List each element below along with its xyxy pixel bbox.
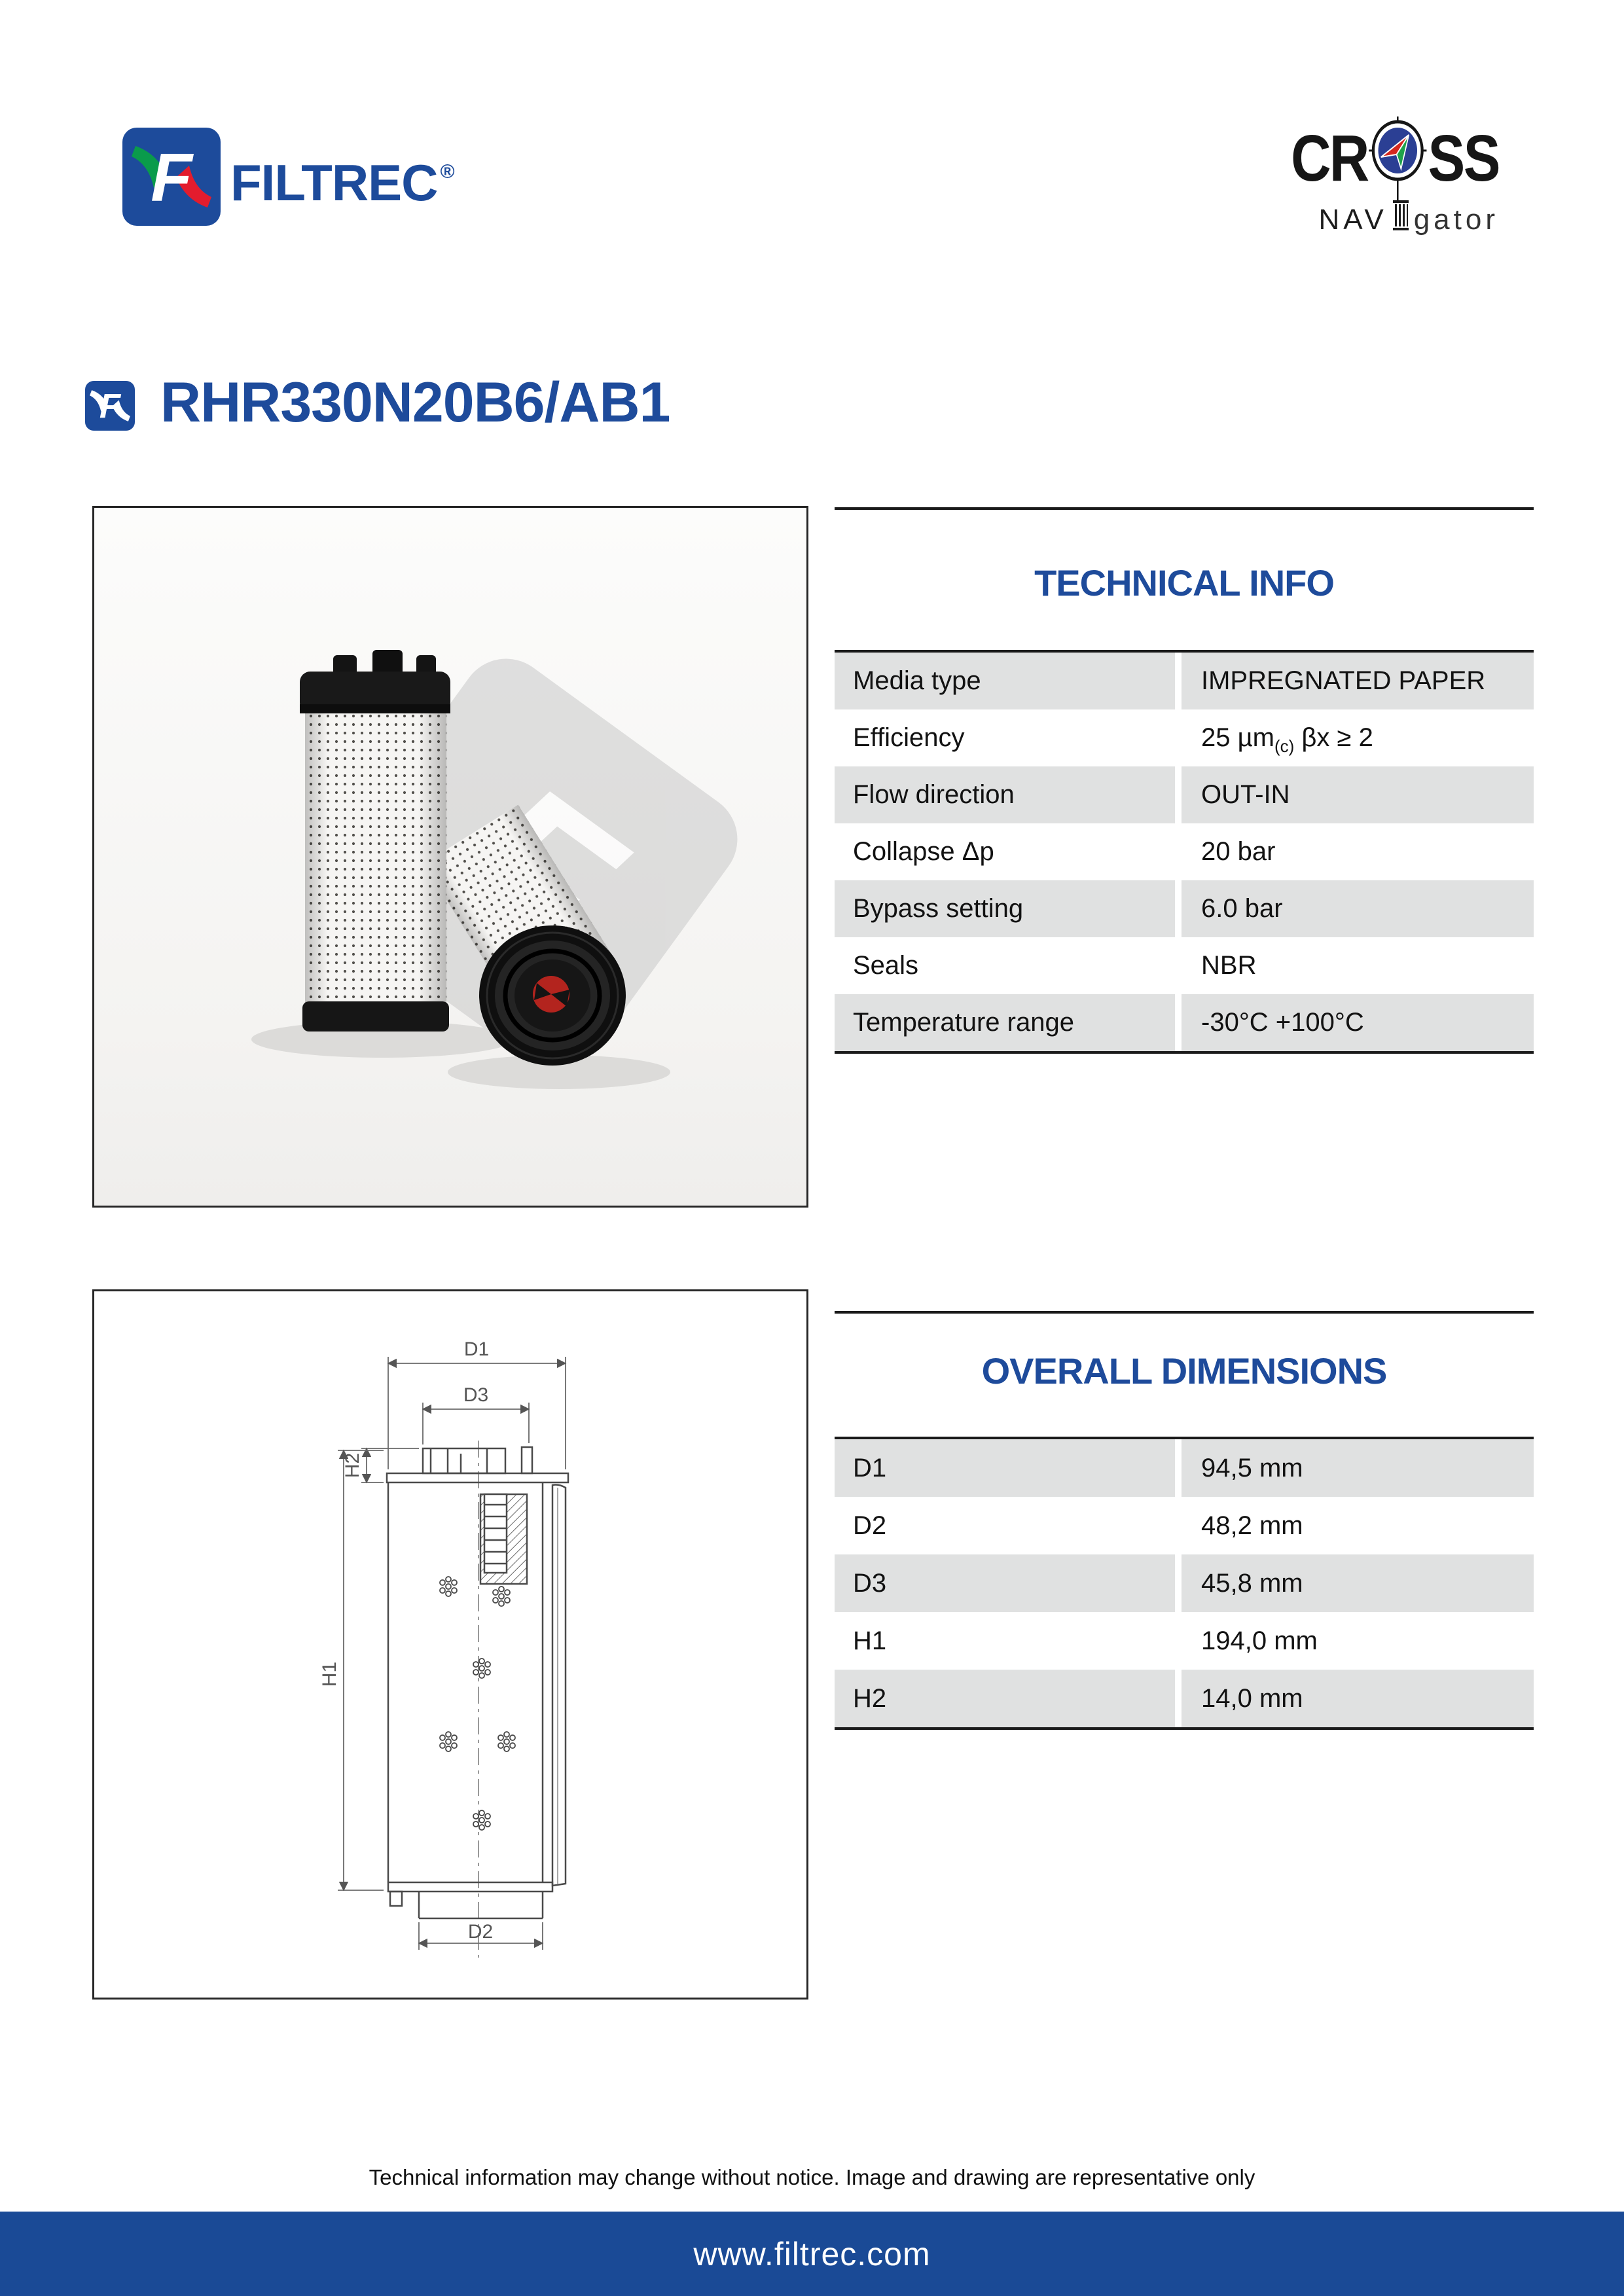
table-row bbox=[835, 1670, 1534, 1727]
row-label: D3 bbox=[835, 1554, 1182, 1612]
filtrec-wordmark bbox=[230, 153, 455, 213]
dimensions-table bbox=[835, 1437, 1534, 1730]
product-image-box bbox=[92, 506, 808, 1208]
dim-label-d3: D3 bbox=[463, 1384, 489, 1406]
table-row bbox=[835, 1554, 1534, 1612]
dimensions-title: OVERALL DIMENSIONS bbox=[981, 1350, 1387, 1391]
cross-logo-gator: gator bbox=[1413, 204, 1499, 236]
cross-logo-ss: SS bbox=[1428, 121, 1499, 195]
tech-info-title: TECHNICAL INFO bbox=[1034, 562, 1334, 603]
row-value: 48,2 mm bbox=[1182, 1497, 1534, 1554]
efficiency-beta: βx ≥ 2 bbox=[1294, 723, 1373, 752]
tech-info-divider bbox=[835, 507, 1534, 510]
row-label: Temperature range bbox=[835, 994, 1182, 1051]
table-row bbox=[835, 1497, 1534, 1554]
table-row bbox=[835, 937, 1534, 994]
row-label: Bypass setting bbox=[835, 880, 1182, 937]
technical-drawing-box bbox=[92, 1289, 808, 2000]
table-row bbox=[835, 994, 1534, 1051]
row-value: 20 bar bbox=[1182, 823, 1534, 880]
cross-logo-line2 bbox=[1318, 196, 1499, 236]
row-label: Media type bbox=[835, 653, 1182, 709]
row-value: 45,8 mm bbox=[1182, 1554, 1534, 1612]
row-value: -30°C +100°C bbox=[1182, 994, 1534, 1051]
table-row bbox=[835, 653, 1534, 709]
table-row bbox=[835, 1612, 1534, 1670]
cross-logo-nav: NAV bbox=[1318, 204, 1388, 236]
row-label: Efficiency bbox=[835, 709, 1182, 766]
dim-label-h1: H1 bbox=[319, 1661, 340, 1687]
footer-note: Technical information may change without notice. Image and drawing are representative only bbox=[369, 2165, 1255, 2189]
row-label: Seals bbox=[835, 937, 1182, 994]
row-value: NBR bbox=[1182, 937, 1534, 994]
row-label: D2 bbox=[835, 1497, 1182, 1554]
row-value: 94,5 mm bbox=[1182, 1439, 1534, 1497]
page-title: RHR330N20B6/AB1 bbox=[160, 371, 670, 434]
cross-navigator-logo bbox=[1254, 117, 1499, 236]
row-label: Collapse Δp bbox=[835, 823, 1182, 880]
column-icon bbox=[1392, 200, 1410, 233]
technical-drawing bbox=[94, 1291, 806, 1998]
cross-logo-line1 bbox=[1291, 117, 1499, 200]
row-value bbox=[1182, 709, 1534, 766]
part-number-icon bbox=[85, 381, 135, 431]
dim-label-d2: D2 bbox=[467, 1921, 494, 1943]
row-label: H1 bbox=[835, 1612, 1182, 1670]
row-value: IMPREGNATED PAPER bbox=[1182, 653, 1534, 709]
dimensions-divider bbox=[835, 1311, 1534, 1314]
efficiency-value: 25 µm bbox=[1201, 723, 1274, 752]
filtrec-logo-icon bbox=[122, 128, 221, 226]
row-label: Flow direction bbox=[835, 766, 1182, 823]
footer-bar bbox=[0, 2212, 1624, 2296]
row-label: D1 bbox=[835, 1439, 1182, 1497]
product-render bbox=[94, 508, 806, 1206]
brand-name: FILTREC bbox=[230, 154, 438, 211]
row-value: 14,0 mm bbox=[1182, 1670, 1534, 1727]
table-row bbox=[835, 1439, 1534, 1497]
row-value: 194,0 mm bbox=[1182, 1612, 1534, 1670]
row-label: H2 bbox=[835, 1670, 1182, 1727]
svg-text:F: F bbox=[151, 140, 192, 216]
compass-icon bbox=[1369, 117, 1427, 200]
cross-logo-cr: CR bbox=[1291, 121, 1368, 195]
website-link[interactable]: www.filtrec.com bbox=[693, 2235, 931, 2272]
efficiency-subscript: (c) bbox=[1274, 736, 1295, 756]
table-row bbox=[835, 766, 1534, 823]
table-row bbox=[835, 880, 1534, 937]
registered-mark: ® bbox=[440, 161, 455, 183]
table-row bbox=[835, 709, 1534, 766]
row-value: OUT-IN bbox=[1182, 766, 1534, 823]
dim-label-h2: H2 bbox=[342, 1452, 363, 1479]
dim-label-d1: D1 bbox=[463, 1338, 490, 1360]
tech-info-table bbox=[835, 650, 1534, 1054]
table-row bbox=[835, 823, 1534, 880]
row-value: 6.0 bar bbox=[1182, 880, 1534, 937]
svg-text:F: F bbox=[99, 387, 121, 426]
